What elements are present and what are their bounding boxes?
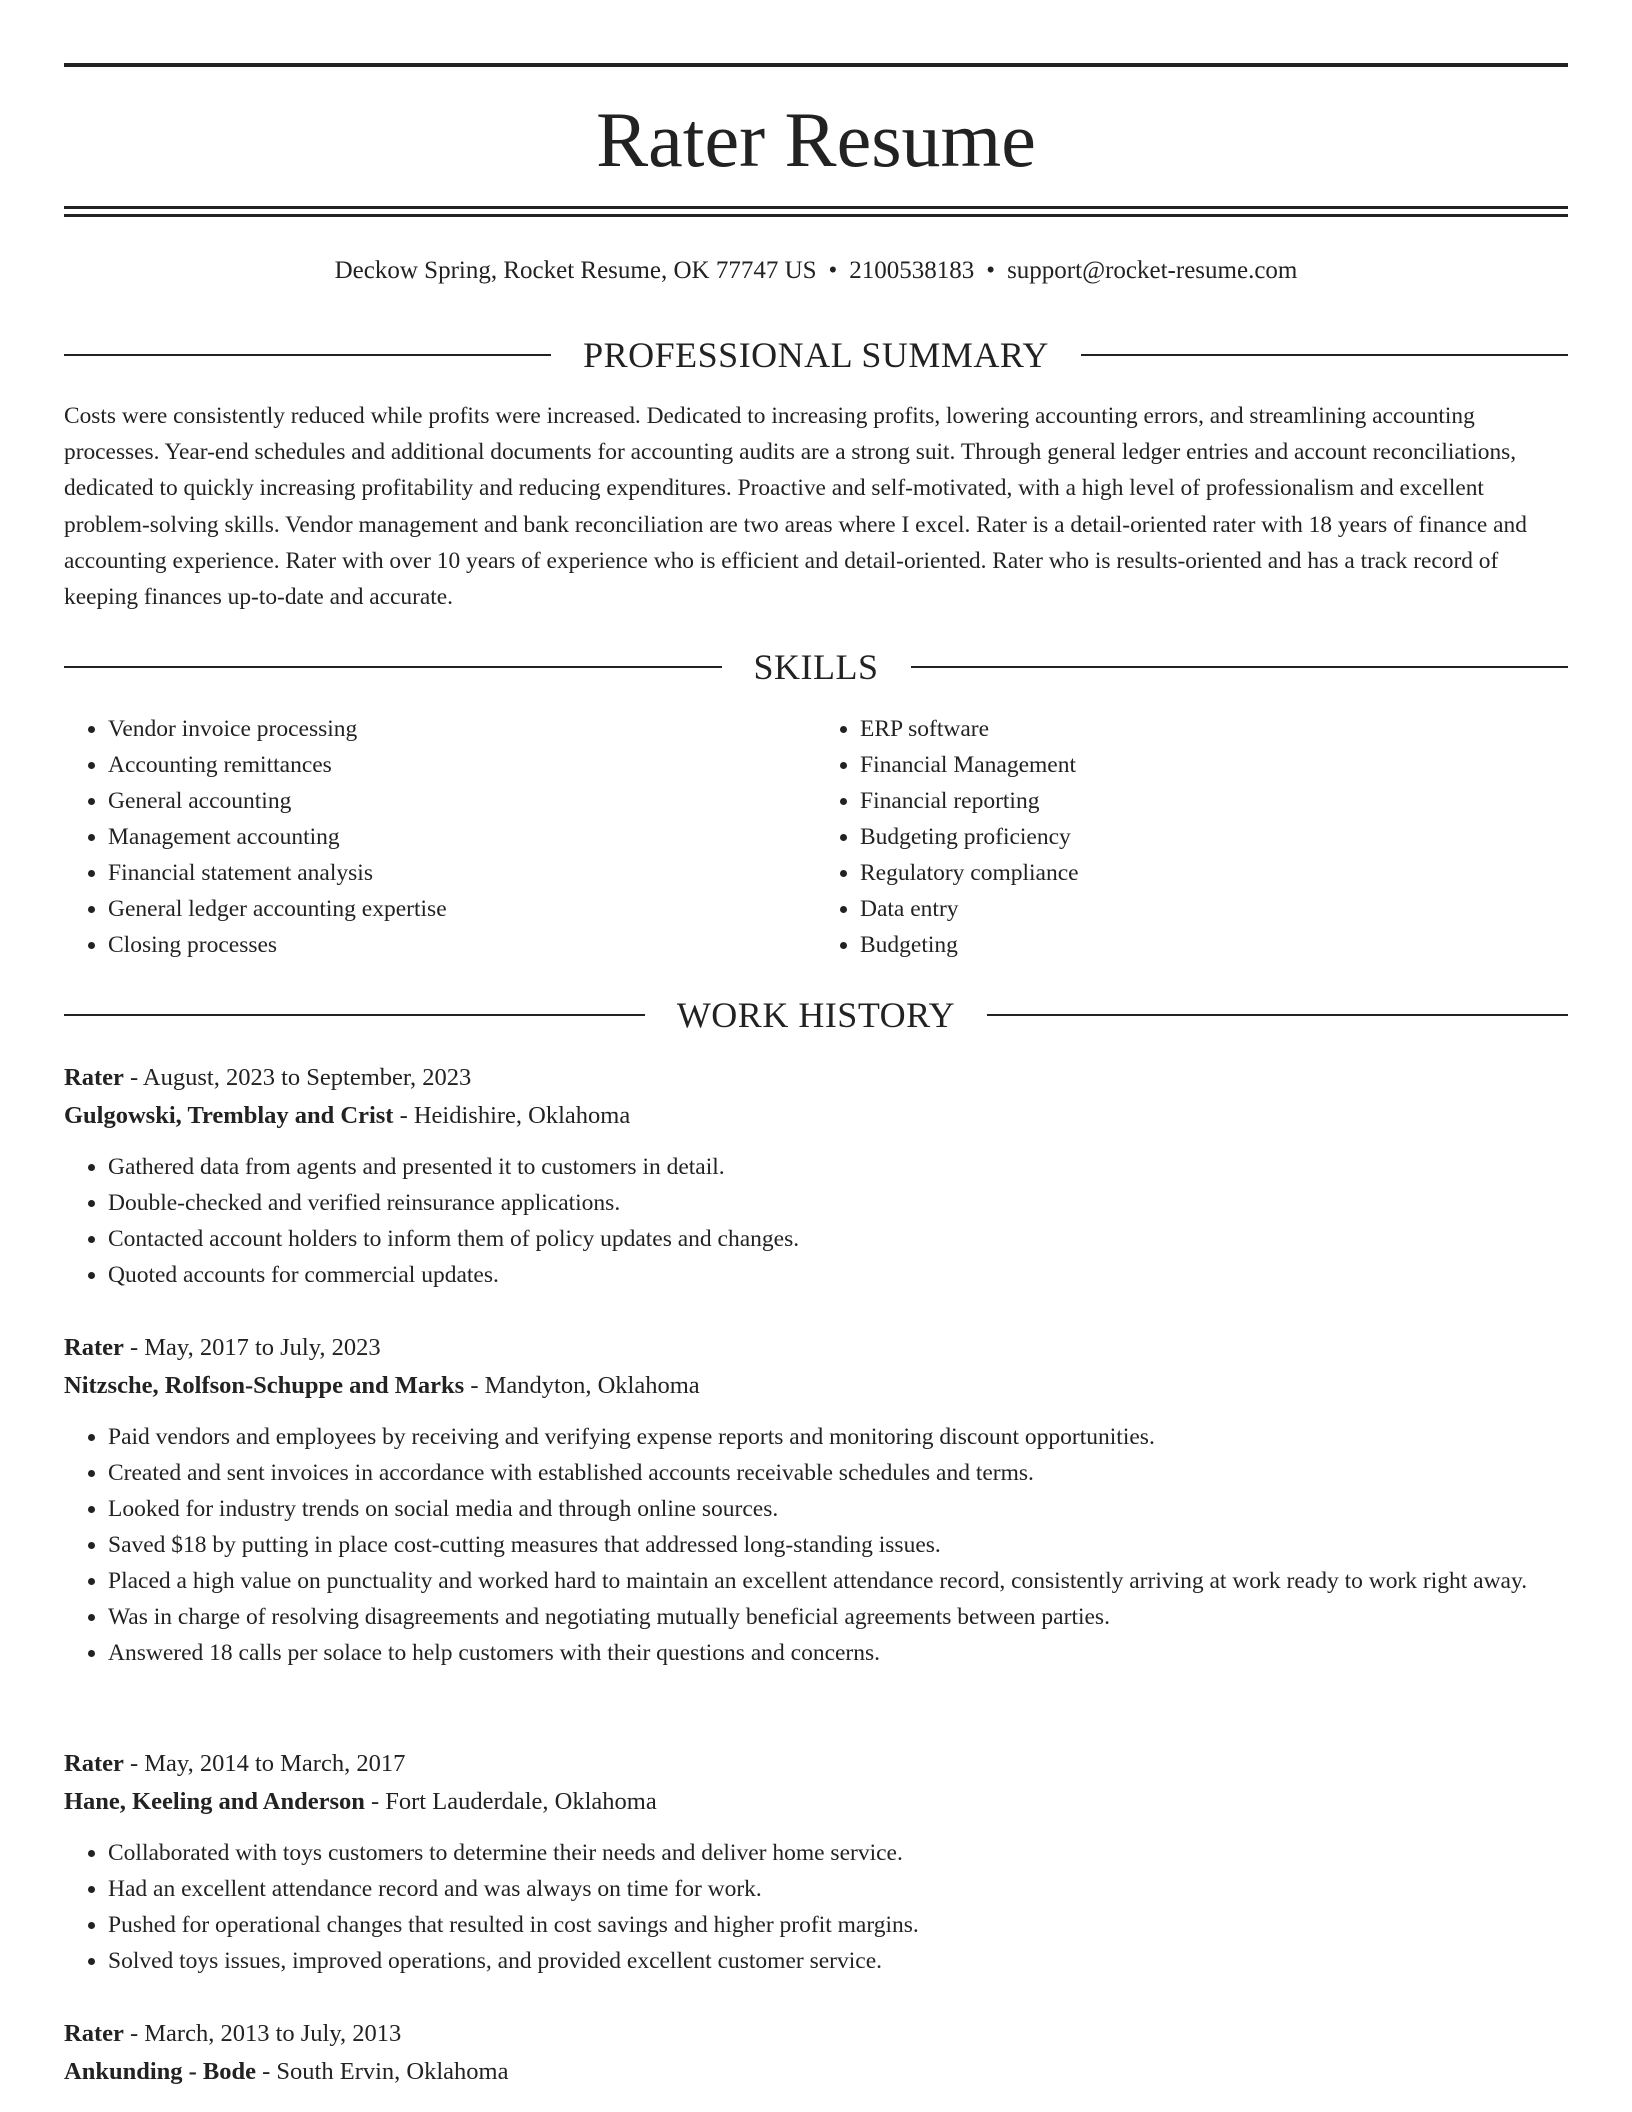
list-item: • Budgeting xyxy=(860,927,1568,963)
job-title: Rater xyxy=(64,2020,124,2047)
skills-column-left xyxy=(64,711,816,963)
job-dates: - August, 2023 to September, 2023 xyxy=(123,1064,472,1091)
list-item: • Accounting remittances xyxy=(108,747,816,783)
job-title: Rater xyxy=(64,1334,124,1361)
resume-title: Rater Resume xyxy=(596,96,1036,183)
job-duties xyxy=(64,1149,1568,1293)
job-role-line xyxy=(64,2015,1568,2053)
list-item: • Data entry xyxy=(860,891,1568,927)
summary-heading: PROFESSIONAL SUMMARY xyxy=(583,335,1049,375)
work-section-heading xyxy=(64,993,1568,1037)
job-role-line xyxy=(64,1059,1568,1097)
list-item: • Quoted accounts for commercial updates. xyxy=(108,1257,1568,1293)
job-entry xyxy=(64,1745,1568,1979)
list-item: • ERP software xyxy=(860,711,1568,747)
heading-rule-left xyxy=(64,1014,645,1016)
job-entry xyxy=(64,1329,1568,1671)
list-item: • Saved $18 by putting in place cost-cutting measures that addressed long-standing issues. xyxy=(108,1527,1568,1563)
summary-text: Costs were consistently reduced while profits were increased. Dedicated to increasing profits, lowering accounting errors, and streamlining accounting processes. Year-end schedules and additional documents for accounting audits are a strong suit. Through general ledger entries and account reconciliations, dedicated to quickly increasing profitability and reducing expenditures. Proactive and self-motivated, with a high level of professionalism and excellent problem-solving skills. Vendor management and bank reconciliation are two areas where I excel. Rater is a detail-oriented rater with 18 years of finance and accounting experience. Rater with over 10 years of experience who is efficient and detail-oriented. Rater who is results-oriented and has a track record of keeping finances up-to-date and accurate. xyxy=(64,403,1527,611)
list-item: • Budgeting proficiency xyxy=(860,819,1568,855)
summary-section-heading xyxy=(64,333,1568,377)
list-item: • Financial Management xyxy=(860,747,1568,783)
contact-separator: • xyxy=(828,257,838,284)
heading-rule-right xyxy=(1081,354,1568,356)
list-item: • Had an excellent attendance record and was always on time for work. xyxy=(108,1871,1568,1907)
contact-email: support@rocket-resume.com xyxy=(1007,257,1298,284)
list-item: • Management accounting xyxy=(108,819,816,855)
title-rule-upper xyxy=(64,206,1568,209)
heading-rule-right xyxy=(911,666,1569,668)
list-item: • Created and sent invoices in accordance with established accounts receivable schedules and terms. xyxy=(108,1455,1568,1491)
list-item: • Contacted account holders to inform them of policy updates and changes. xyxy=(108,1221,1568,1257)
job-dates: - May, 2017 to July, 2023 xyxy=(123,1334,381,1361)
heading-rule-right xyxy=(987,1014,1568,1016)
list-item: • Financial statement analysis xyxy=(108,855,816,891)
contact-phone: 2100538183 xyxy=(849,257,975,284)
job-entry xyxy=(64,2015,1568,2091)
list-item: • Looked for industry trends on social media and through online sources. xyxy=(108,1491,1568,1527)
job-company: Nitzsche, Rolfson-Schuppe and Marks xyxy=(64,1372,465,1399)
list-item: • Answered 18 calls per solace to help customers with their questions and concerns. xyxy=(108,1635,1568,1671)
job-location: - South Ervin, Oklahoma xyxy=(256,2058,509,2085)
heading-rule-left xyxy=(64,354,551,356)
list-item: • Financial reporting xyxy=(860,783,1568,819)
job-company-line xyxy=(64,1097,1568,1135)
list-item: • Closing processes xyxy=(108,927,816,963)
job-title: Rater xyxy=(64,1064,124,1091)
work-heading: WORK HISTORY xyxy=(676,995,956,1035)
skills-section-heading xyxy=(64,645,1568,689)
list-item: • General ledger accounting expertise xyxy=(108,891,816,927)
list-item: • Pushed for operational changes that resulted in cost savings and higher profit margins. xyxy=(108,1907,1568,1943)
contact-line xyxy=(64,254,1568,288)
job-role-line xyxy=(64,1329,1568,1367)
contact-separator: • xyxy=(986,257,996,284)
job-location: - Fort Lauderdale, Oklahoma xyxy=(364,1788,657,1815)
list-item: • Placed a high value on punctuality and worked hard to maintain an excellent attendance record, consistently arriving at work ready to work right away. xyxy=(108,1563,1568,1599)
contact-address: Deckow Spring, Rocket Resume, OK 77747 US xyxy=(334,257,817,284)
list-item: • Solved toys issues, improved operations, and provided excellent customer service. xyxy=(108,1943,1568,1979)
top-rule xyxy=(64,63,1568,67)
list-item: • Was in charge of resolving disagreements and negotiating mutually beneficial agreements between parties. xyxy=(108,1599,1568,1635)
job-entry xyxy=(64,1059,1568,1293)
job-company-line xyxy=(64,2053,1568,2091)
job-company: Hane, Keeling and Anderson xyxy=(64,1788,365,1815)
job-location: - Heidishire, Oklahoma xyxy=(393,1102,631,1129)
job-role-line xyxy=(64,1745,1568,1783)
list-item: • Paid vendors and employees by receiving and verifying expense reports and monitoring discount opportunities. xyxy=(108,1419,1568,1455)
job-dates: - May, 2014 to March, 2017 xyxy=(123,1750,406,1777)
list-item: • Gathered data from agents and presented it to customers in detail. xyxy=(108,1149,1568,1185)
skills-list xyxy=(64,711,1568,963)
job-duties xyxy=(64,1419,1568,1671)
job-title: Rater xyxy=(64,1750,124,1777)
job-company-line xyxy=(64,1367,1568,1405)
job-duties xyxy=(64,1835,1568,1979)
skills-column-right xyxy=(816,711,1568,963)
heading-rule-left xyxy=(64,666,722,668)
list-item: • Double-checked and verified reinsurance applications. xyxy=(108,1185,1568,1221)
job-company-line xyxy=(64,1783,1568,1821)
skills-heading: SKILLS xyxy=(753,647,879,687)
list-item: • General accounting xyxy=(108,783,816,819)
list-item: • Regulatory compliance xyxy=(860,855,1568,891)
job-dates: - March, 2013 to July, 2013 xyxy=(123,2020,402,2047)
list-item: • Collaborated with toys customers to determine their needs and deliver home service. xyxy=(108,1835,1568,1871)
job-location: - Mandyton, Oklahoma xyxy=(464,1372,700,1399)
title-rule-lower xyxy=(64,214,1568,217)
job-company: Gulgowski, Tremblay and Crist xyxy=(64,1102,394,1129)
job-company: Ankunding - Bode xyxy=(64,2058,257,2085)
list-item: • Vendor invoice processing xyxy=(108,711,816,747)
